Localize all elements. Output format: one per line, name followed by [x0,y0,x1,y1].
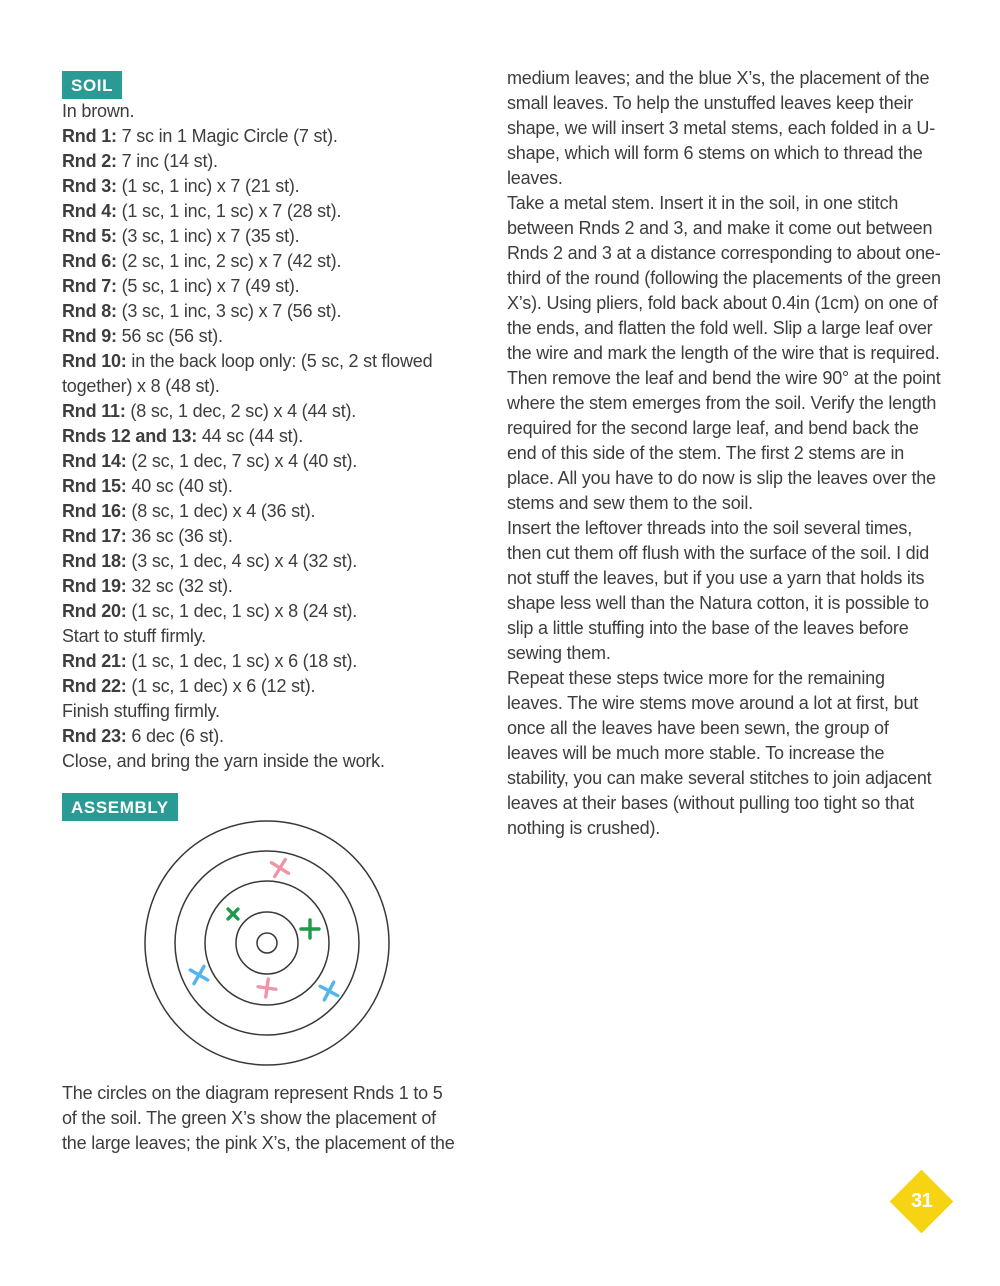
round-label: Rnd 17: [62,526,132,546]
round-label: Rnd 20: [62,601,132,621]
round-label: Rnd 15: [62,476,132,496]
diagram-caption-line: of the soil. The green X’s show the placement of [62,1108,436,1128]
diagram-caption-line: The circles on the diagram represent Rnds 1 to 5 [62,1083,443,1103]
pink-x-medium-leaf-bottom [257,978,277,998]
pattern-note-line: In brown. [62,101,135,121]
round-label: Rnd 2: [62,151,122,171]
soil-pattern-instructions [62,99,497,774]
pattern-round-line: Rnd 8: (3 sc, 1 inc, 3 sc) x 7 (56 st). [62,301,342,321]
green-x-large-leaf-left [223,904,243,924]
pattern-round-line: Rnd 17: 36 sc (36 st). [62,526,233,546]
pattern-round-line: Rnd 22: (1 sc, 1 dec) x 6 (12 st). [62,676,316,696]
instruction-paragraph: Take a metal stem. Insert it in the soil, in one stitch between Rnds 2 and 3, and make it come out between Rnds 2 and 3 at a distance corresponding to about one-third of the round (following the placements of the green X’s). Using pliers, fold back about 0.4in (1cm) on one of the ends, and flatten the fold well. Slip a large leaf over the wire and mark the length of the wire that is required. Then remove the leaf and bend the wire 90° at the point where the stem emerges from the soil. Verify the length required for the second large leaf, and bend back the end of this side of the stem. The first 2 stems are in place. All you have to do now is slip the leaves over the stems and sew them to the soil. [507,193,941,513]
pattern-round-line: Rnd 4: (1 sc, 1 inc, 1 sc) x 7 (28 st). [62,201,342,221]
instructions-column [507,66,944,841]
pattern-round-line: Rnd 15: 40 sc (40 st). [62,476,233,496]
pattern-round-line: Rnd 23: 6 dec (6 st). [62,726,224,746]
section-heading-soil-label: SOIL [71,76,114,95]
instruction-paragraph: Insert the leftover threads into the soil several times, then cut them off flush with the surface of the soil. I did not stuff the leaves, but if you use a yarn that holds its shape less well than the Natura cotton, it is possible to slip a little stuffing into the base of the leaves before sewing them. [507,518,930,663]
pattern-note-line: Finish stuffing firmly. [62,701,220,721]
pattern-round-line: Rnd 5: (3 sc, 1 inc) x 7 (35 st). [62,226,300,246]
diagram-round-circle [145,821,389,1065]
round-label: Rnd 22: [62,676,132,696]
pink-x-medium-leaf-top [266,854,294,882]
round-label: Rnd 8: [62,301,122,321]
instruction-paragraph: Repeat these steps twice more for the remaining leaves. The wire stems move around a lot at first, but once all the leaves have been sewn, the group of leaves will be much more stable. To increase the stability, you can make several stitches to join adjacent leaves at their bases (without pulling too tight so that nothing is crushed). [507,668,932,838]
round-label: Rnd 10: [62,351,132,371]
pattern-round-line: Rnd 1: 7 sc in 1 Magic Circle (7 st). [62,126,338,146]
round-label: Rnd 1: [62,126,122,146]
pattern-note-line: Start to stuff firmly. [62,626,206,646]
round-label: Rnd 9: [62,326,122,346]
pattern-round-line: Rnd 11: (8 sc, 1 dec, 2 sc) x 4 (44 st). [62,401,357,421]
round-label: Rnd 7: [62,276,122,296]
round-label: Rnd 4: [62,201,122,221]
round-label: Rnd 16: [62,501,132,521]
green-x-large-leaf-right [301,920,319,938]
pattern-round-line: Rnd 20: (1 sc, 1 dec, 1 sc) x 8 (24 st). [62,601,358,621]
diagram-caption-line: the large leaves; the pink X’s, the placement of the [62,1133,455,1153]
pattern-round-line: Rnds 12 and 13: 44 sc (44 st). [62,426,304,446]
pattern-round-line: Rnd 10: in the back loop only: (5 sc, 2 st flowed together) x 8 (48 st). [62,351,433,396]
round-label: Rnds 12 and 13: [62,426,202,446]
pattern-round-line: Rnd 7: (5 sc, 1 inc) x 7 (49 st). [62,276,300,296]
diagram-round-circle [236,912,298,974]
section-heading-soil [62,71,122,99]
assembly-placement-diagram [127,812,409,1076]
round-label: Rnd 14: [62,451,132,471]
round-label: Rnd 6: [62,251,122,271]
round-label: Rnd 3: [62,176,122,196]
round-label: Rnd 11: [62,401,131,421]
pattern-round-line: Rnd 16: (8 sc, 1 dec) x 4 (36 st). [62,501,316,521]
pattern-round-line: Rnd 3: (1 sc, 1 inc) x 7 (21 st). [62,176,300,196]
instruction-paragraph: medium leaves; and the blue X’s, the placement of the small leaves. To help the unstuffed leaves keep their shape, we will insert 3 metal stems, each folded in a U-shape, which will form 6 stems on which to thread the leaves. [507,68,935,188]
pattern-round-line: Rnd 21: (1 sc, 1 dec, 1 sc) x 6 (18 st). [62,651,358,671]
round-label: Rnd 23: [62,726,132,746]
page-number: 31 [910,1190,933,1212]
pattern-round-line: Rnd 2: 7 inc (14 st). [62,151,218,171]
round-label: Rnd 5: [62,226,122,246]
pattern-note-line: Close, and bring the yarn inside the work. [62,751,385,771]
round-label: Rnd 21: [62,651,132,671]
round-label: Rnd 19: [62,576,132,596]
pattern-round-line: Rnd 19: 32 sc (32 st). [62,576,233,596]
diagram-round-circle [257,933,277,953]
pattern-round-line: Rnd 18: (3 sc, 1 dec, 4 sc) x 4 (32 st). [62,551,358,571]
pattern-round-line: Rnd 6: (2 sc, 1 inc, 2 sc) x 7 (42 st). [62,251,342,271]
pattern-round-line: Rnd 9: 56 sc (56 st). [62,326,223,346]
section-heading-assembly-label: ASSEMBLY [71,798,169,817]
diagram-caption [62,1081,522,1156]
page-number-badge [890,1170,954,1234]
diagram-round-circle [175,851,359,1035]
pattern-round-line: Rnd 14: (2 sc, 1 dec, 7 sc) x 4 (40 st). [62,451,358,471]
round-label: Rnd 18: [62,551,132,571]
